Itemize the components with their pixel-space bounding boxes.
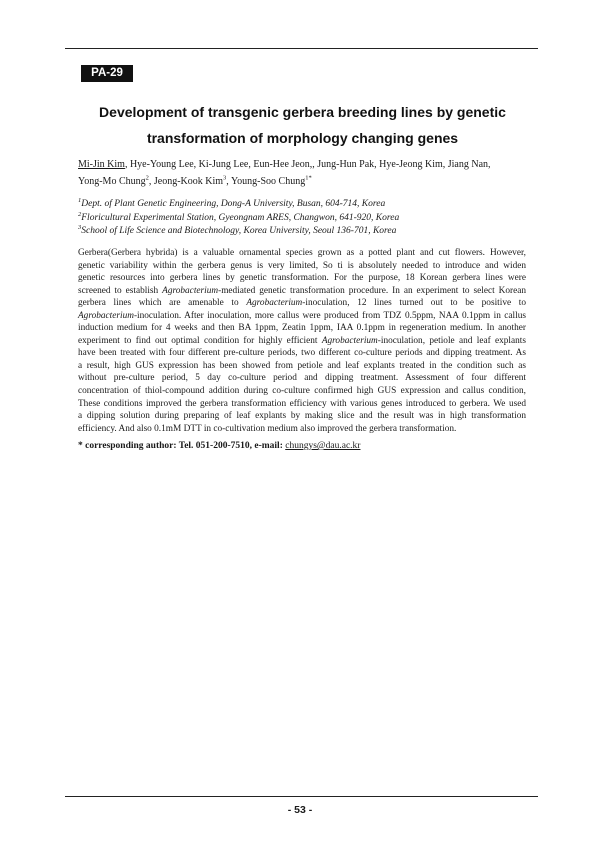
presenting-author: Mi-Jin Kim (78, 159, 125, 170)
abstract-line: These conditions improved the gerbera transformation efficiency with various genes introduced to gerbera. We used (78, 398, 526, 409)
paper-title (70, 99, 535, 151)
abstract-line: have been treated with four different pre-culture periods, two different co-culture periods and dipping treatment. As (78, 348, 526, 359)
top-rule (65, 48, 538, 49)
author-affiliation-mark: 3 (223, 174, 227, 182)
author-line-2: Yong-Mo Chung$^2$, Jeong-Kook Kim$^3$, Young-Soo Chung$^{1*}$ (78, 174, 312, 187)
page-number: - 53 - (287, 804, 313, 816)
affiliation-line (78, 225, 538, 239)
abstract-line: experiment to find out optimal condition for highly efficient Agrobacterium-inoculation, petiole and leaf explants (78, 335, 526, 346)
abstract-line: Agrobacterium-inoculation. After inoculation, more callus were produced from TDZ 0.5ppm, NAA 0.1ppm in callus (78, 310, 526, 321)
abstract-line: concentration of thiol-compound addition during co-culture confirmed high GUS expression and callus condition, (78, 386, 526, 397)
affiliation-list (78, 198, 538, 239)
affiliation-number: 2 (78, 210, 82, 218)
abstract-line: induction medium for 4 weeks and then BA 1ppm, Zeatin 1ppm, IAA 0.1ppm in regeneration medium. In another (78, 323, 526, 334)
abstract-line: a result, high GUS expression has been showed from petiole and leaf explants treated in the condition such as (78, 360, 526, 371)
affiliation-text: Dept. of Plant Genetic Engineering, Dong-A University, Busan, 604-714, Korea (81, 199, 386, 209)
affiliation-line (78, 198, 538, 212)
abstract-line: a dipping solution during preparing of leaf explants by making slice and the result was in high transformation (78, 411, 526, 422)
abstract-line: without pre-culture period, 5 day co-culture period and dipping treatment. Assessment of four different (78, 373, 526, 384)
abstract-line: gerbera lines which are amenable to Agrobacterium-inoculation, 12 lines turned out to be positive to (78, 298, 526, 309)
bottom-rule (65, 796, 538, 797)
author-affiliation-mark: 1* (305, 174, 312, 182)
author-affiliation-mark: 2 (145, 174, 149, 182)
abstract-line: genetic variability within the gerbera genus is very limited, So ti is absolutely needed to introduce and widen (78, 260, 526, 271)
affiliation-line (78, 212, 538, 226)
abstract-line: efficiency. And also 0.1mM DTT in co-cultivation medium also improved the gerbera transformation. (78, 423, 457, 434)
author-name: Yong-Mo Chung (78, 176, 146, 187)
abstract-line: Gerbera(Gerbera hybrida) is a valuable ornamental species grown as a potted plant and cut flowers. However, (78, 248, 526, 258)
corresponding-author (78, 440, 538, 453)
author-line-1: Mi-Jin Kim, Hye-Young Lee, Ki-Jung Lee, Eun-Hee Jeon,, Jung-Hun Pak, Hye-Jeong Kim, Jiang Nan, (78, 159, 491, 170)
affiliation-text: School of Life Science and Biotechnology, Korea University, Seoul 136-701, Korea (81, 226, 397, 236)
author-list (78, 156, 538, 190)
affiliation-text: Floricultural Experimental Station, Gyeongnam ARES, Changwon, 641-920, Korea (81, 212, 400, 223)
affiliation-number: 3 (78, 223, 82, 231)
affiliation-number: 1 (78, 196, 82, 204)
title-line-1: Development of transgenic gerbera breeding lines by genetic (99, 104, 506, 120)
author-name: Jeong-Kook Kim (153, 176, 224, 187)
corresponding-email-link[interactable]: chungys@dau.ac.kr (285, 441, 361, 451)
author-name: Young-Soo Chung (230, 176, 306, 187)
abstract-body (78, 247, 526, 435)
abstract-line: genetic resources into gerbera lines by genetic transformation. For the purpose, 18 Korean gerbera lines were (78, 273, 526, 284)
abstract-line: screened to establish Agrobacterium-mediated genetic transformation procedure. In an experiment to select Korean (78, 285, 526, 296)
title-line-2: transformation of morphology changing genes (146, 130, 459, 146)
corresponding-label: * corresponding author: Tel. 051-200-7510, e-mail: (78, 441, 286, 451)
poster-code-badge: PA-29 (81, 65, 133, 82)
